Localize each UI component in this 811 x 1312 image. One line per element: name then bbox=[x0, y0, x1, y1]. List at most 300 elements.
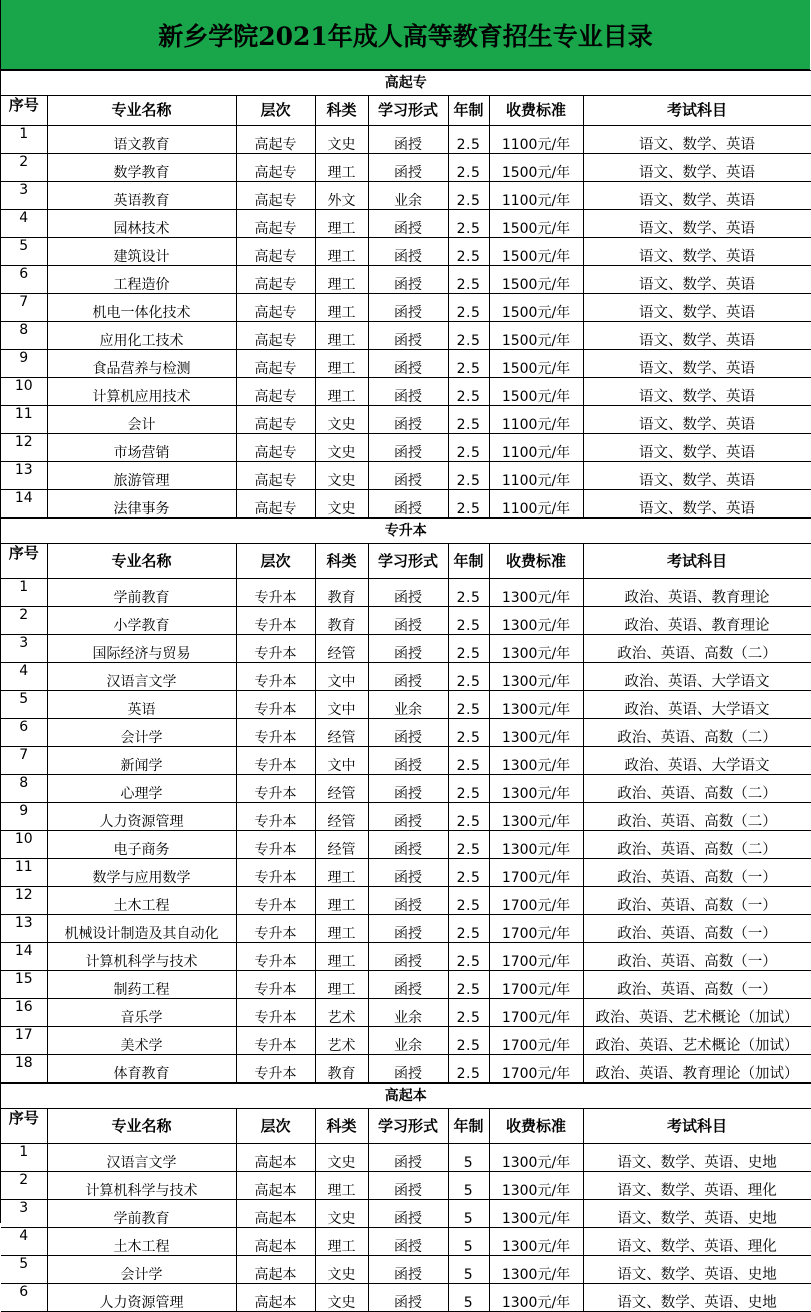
cell-years: 2.5 bbox=[448, 579, 489, 607]
table-row bbox=[1, 943, 811, 971]
table-row bbox=[1, 663, 811, 691]
cell-category: 艺术 bbox=[315, 999, 368, 1027]
table-row bbox=[1, 462, 811, 490]
table-row bbox=[1, 378, 811, 406]
cell-level: 专升本 bbox=[236, 719, 315, 747]
cell-study-mode: 函授 bbox=[368, 490, 448, 518]
cell-major: 土木工程 bbox=[47, 1228, 236, 1256]
cell-fee: 1500元/年 bbox=[489, 266, 583, 294]
cell-category: 经管 bbox=[315, 775, 368, 803]
cell-exam-subjects: 政治、英语、高数（一） bbox=[583, 915, 811, 943]
header-years: 年制 bbox=[448, 544, 489, 579]
cell-index: 7 bbox=[1, 294, 47, 322]
table-row bbox=[1, 607, 811, 635]
cell-fee: 1300元/年 bbox=[489, 775, 583, 803]
table-row bbox=[1, 154, 811, 182]
cell-years: 2.5 bbox=[448, 887, 489, 915]
header-level: 层次 bbox=[236, 544, 315, 579]
section-title: 高起专 bbox=[1, 71, 811, 96]
cell-level: 高起专 bbox=[236, 406, 315, 434]
cell-exam-subjects: 语文、数学、英语 bbox=[583, 238, 811, 266]
section-title: 专升本 bbox=[1, 519, 811, 544]
cell-years: 2.5 bbox=[448, 462, 489, 490]
header-exam-subjects: 考试科目 bbox=[583, 1109, 811, 1144]
cell-index: 9 bbox=[1, 350, 47, 378]
cell-fee: 1100元/年 bbox=[489, 406, 583, 434]
cell-study-mode: 函授 bbox=[368, 579, 448, 607]
cell-fee: 1700元/年 bbox=[489, 859, 583, 887]
cell-major: 计算机科学与技术 bbox=[47, 943, 236, 971]
table-row bbox=[1, 775, 811, 803]
cell-level: 专升本 bbox=[236, 1055, 315, 1083]
cell-exam-subjects: 语文、数学、英语 bbox=[583, 154, 811, 182]
cell-study-mode: 函授 bbox=[368, 210, 448, 238]
cell-major: 会计学 bbox=[47, 1256, 236, 1284]
cell-category: 外文 bbox=[315, 182, 368, 210]
cell-fee: 1500元/年 bbox=[489, 210, 583, 238]
cell-level: 高起专 bbox=[236, 154, 315, 182]
cell-years: 5 bbox=[448, 1256, 489, 1284]
cell-study-mode: 函授 bbox=[368, 663, 448, 691]
cell-fee: 1100元/年 bbox=[489, 182, 583, 210]
cell-fee: 1700元/年 bbox=[489, 1027, 583, 1055]
cell-fee: 1300元/年 bbox=[489, 803, 583, 831]
cell-index: 3 bbox=[1, 182, 47, 210]
cell-years: 2.5 bbox=[448, 943, 489, 971]
table-row bbox=[1, 490, 811, 518]
cell-exam-subjects: 语文、数学、英语、理化 bbox=[583, 1228, 811, 1256]
cell-level: 专升本 bbox=[236, 943, 315, 971]
catalog-tables bbox=[1, 70, 810, 1312]
cell-study-mode: 业余 bbox=[368, 182, 448, 210]
cell-exam-subjects: 语文、数学、英语 bbox=[583, 322, 811, 350]
cell-index: 4 bbox=[1, 663, 47, 691]
cell-fee: 1300元/年 bbox=[489, 1144, 583, 1172]
cell-exam-subjects: 语文、数学、英语 bbox=[583, 406, 811, 434]
cell-major: 新闻学 bbox=[47, 747, 236, 775]
cell-study-mode: 函授 bbox=[368, 719, 448, 747]
cell-study-mode: 函授 bbox=[368, 1256, 448, 1284]
table-row bbox=[1, 294, 811, 322]
cell-fee: 1300元/年 bbox=[489, 1200, 583, 1228]
table-row bbox=[1, 887, 811, 915]
cell-major: 音乐学 bbox=[47, 999, 236, 1027]
cell-index: 11 bbox=[1, 859, 47, 887]
cell-index: 12 bbox=[1, 434, 47, 462]
cell-study-mode: 函授 bbox=[368, 1144, 448, 1172]
cell-exam-subjects: 政治、英语、高数（二） bbox=[583, 803, 811, 831]
cell-category: 教育 bbox=[315, 607, 368, 635]
header-index: 序号 bbox=[1, 544, 47, 579]
cell-fee: 1500元/年 bbox=[489, 294, 583, 322]
cell-study-mode: 业余 bbox=[368, 691, 448, 719]
cell-index: 2 bbox=[1, 607, 47, 635]
cell-index: 12 bbox=[1, 887, 47, 915]
cell-study-mode: 函授 bbox=[368, 406, 448, 434]
cell-study-mode: 业余 bbox=[368, 1027, 448, 1055]
cell-years: 2.5 bbox=[448, 154, 489, 182]
cell-index: 3 bbox=[1, 1200, 47, 1228]
cell-level: 高起专 bbox=[236, 434, 315, 462]
cell-major: 计算机应用技术 bbox=[47, 378, 236, 406]
cell-major: 土木工程 bbox=[47, 887, 236, 915]
table-row bbox=[1, 859, 811, 887]
table-row bbox=[1, 803, 811, 831]
cell-index: 5 bbox=[1, 238, 47, 266]
cell-major: 语文教育 bbox=[47, 126, 236, 154]
cell-years: 5 bbox=[448, 1172, 489, 1200]
cell-category: 文史 bbox=[315, 434, 368, 462]
cell-years: 2.5 bbox=[448, 182, 489, 210]
cell-category: 理工 bbox=[315, 887, 368, 915]
cell-index: 7 bbox=[1, 747, 47, 775]
table-row bbox=[1, 406, 811, 434]
header-level: 层次 bbox=[236, 96, 315, 126]
cell-study-mode: 函授 bbox=[368, 831, 448, 859]
cell-level: 专升本 bbox=[236, 859, 315, 887]
cell-index: 8 bbox=[1, 775, 47, 803]
cell-exam-subjects: 语文、数学、英语、理化 bbox=[583, 1172, 811, 1200]
cell-major: 国际经济与贸易 bbox=[47, 635, 236, 663]
cell-level: 高起专 bbox=[236, 210, 315, 238]
table-row bbox=[1, 1172, 811, 1200]
cell-index: 6 bbox=[1, 719, 47, 747]
cell-index: 9 bbox=[1, 803, 47, 831]
cell-category: 理工 bbox=[315, 266, 368, 294]
header-fee: 收费标准 bbox=[489, 544, 583, 579]
cell-study-mode: 函授 bbox=[368, 971, 448, 999]
cell-category: 文史 bbox=[315, 462, 368, 490]
section-title-row bbox=[1, 71, 811, 96]
header-index: 序号 bbox=[1, 1109, 47, 1144]
table-row bbox=[1, 691, 811, 719]
cell-years: 2.5 bbox=[448, 1055, 489, 1083]
cell-years: 2.5 bbox=[448, 350, 489, 378]
cell-category: 理工 bbox=[315, 943, 368, 971]
table-row bbox=[1, 1200, 811, 1228]
title-bar bbox=[1, 0, 810, 70]
cell-study-mode: 函授 bbox=[368, 266, 448, 294]
cell-category: 文中 bbox=[315, 747, 368, 775]
cell-study-mode: 函授 bbox=[368, 1228, 448, 1256]
cell-index: 11 bbox=[1, 406, 47, 434]
cell-exam-subjects: 语文、数学、英语、史地 bbox=[583, 1200, 811, 1228]
table-row bbox=[1, 434, 811, 462]
cell-years: 5 bbox=[448, 1144, 489, 1172]
cell-study-mode: 函授 bbox=[368, 1055, 448, 1083]
cell-level: 高起本 bbox=[236, 1144, 315, 1172]
cell-category: 理工 bbox=[315, 971, 368, 999]
header-category: 科类 bbox=[315, 1109, 368, 1144]
cell-exam-subjects: 政治、英语、高数（二） bbox=[583, 775, 811, 803]
cell-exam-subjects: 政治、英语、大学语文 bbox=[583, 663, 811, 691]
cell-category: 理工 bbox=[315, 154, 368, 182]
cell-level: 高起专 bbox=[236, 294, 315, 322]
cell-major: 学前教育 bbox=[47, 579, 236, 607]
cell-index: 2 bbox=[1, 154, 47, 182]
cell-exam-subjects: 政治、英语、高数（一） bbox=[583, 971, 811, 999]
header-level: 层次 bbox=[236, 1109, 315, 1144]
cell-study-mode: 函授 bbox=[368, 238, 448, 266]
cell-fee: 1300元/年 bbox=[489, 691, 583, 719]
table-row bbox=[1, 238, 811, 266]
cell-exam-subjects: 政治、英语、高数（一） bbox=[583, 859, 811, 887]
cell-years: 2.5 bbox=[448, 971, 489, 999]
cell-fee: 1500元/年 bbox=[489, 378, 583, 406]
cell-fee: 1700元/年 bbox=[489, 915, 583, 943]
table-row bbox=[1, 579, 811, 607]
cell-major: 汉语言文学 bbox=[47, 1144, 236, 1172]
cell-fee: 1100元/年 bbox=[489, 490, 583, 518]
cell-fee: 1300元/年 bbox=[489, 719, 583, 747]
cell-level: 专升本 bbox=[236, 971, 315, 999]
table-row bbox=[1, 999, 811, 1027]
cell-fee: 1300元/年 bbox=[489, 831, 583, 859]
cell-major: 汉语言文学 bbox=[47, 663, 236, 691]
cell-major: 会计学 bbox=[47, 719, 236, 747]
cell-category: 经管 bbox=[315, 719, 368, 747]
section-table bbox=[1, 1083, 811, 1312]
cell-level: 专升本 bbox=[236, 663, 315, 691]
cell-exam-subjects: 政治、英语、高数（二） bbox=[583, 635, 811, 663]
cell-category: 理工 bbox=[315, 859, 368, 887]
cell-level: 专升本 bbox=[236, 887, 315, 915]
cell-years: 2.5 bbox=[448, 719, 489, 747]
cell-study-mode: 函授 bbox=[368, 1172, 448, 1200]
cell-exam-subjects: 政治、英语、大学语文 bbox=[583, 747, 811, 775]
cell-study-mode: 函授 bbox=[368, 126, 448, 154]
cell-index: 6 bbox=[1, 1284, 47, 1312]
cell-category: 经管 bbox=[315, 635, 368, 663]
cell-exam-subjects: 政治、英语、教育理论 bbox=[583, 579, 811, 607]
table-row bbox=[1, 747, 811, 775]
cell-index: 1 bbox=[1, 126, 47, 154]
cell-major: 数学与应用数学 bbox=[47, 859, 236, 887]
cell-major: 计算机科学与技术 bbox=[47, 1172, 236, 1200]
cell-years: 2.5 bbox=[448, 294, 489, 322]
cell-level: 高起专 bbox=[236, 126, 315, 154]
cell-exam-subjects: 语文、数学、英语 bbox=[583, 126, 811, 154]
cell-study-mode: 函授 bbox=[368, 859, 448, 887]
cell-category: 文史 bbox=[315, 1284, 368, 1312]
header-major: 专业名称 bbox=[47, 96, 236, 126]
cell-study-mode: 函授 bbox=[368, 294, 448, 322]
cell-exam-subjects: 政治、英语、高数（一） bbox=[583, 887, 811, 915]
cell-fee: 1700元/年 bbox=[489, 887, 583, 915]
cell-index: 2 bbox=[1, 1172, 47, 1200]
cell-major: 英语教育 bbox=[47, 182, 236, 210]
cell-index: 4 bbox=[1, 210, 47, 238]
cell-study-mode: 函授 bbox=[368, 434, 448, 462]
table-row bbox=[1, 1228, 811, 1256]
cell-category: 理工 bbox=[315, 915, 368, 943]
cell-index: 5 bbox=[1, 1256, 47, 1284]
cell-fee: 1500元/年 bbox=[489, 154, 583, 182]
cell-category: 经管 bbox=[315, 831, 368, 859]
cell-fee: 1300元/年 bbox=[489, 579, 583, 607]
cell-study-mode: 函授 bbox=[368, 1284, 448, 1312]
section-title-row bbox=[1, 1084, 811, 1109]
table-row bbox=[1, 126, 811, 154]
cell-level: 专升本 bbox=[236, 775, 315, 803]
header-study-mode: 学习形式 bbox=[368, 96, 448, 126]
cell-fee: 1100元/年 bbox=[489, 462, 583, 490]
cell-years: 2.5 bbox=[448, 999, 489, 1027]
header-row bbox=[1, 96, 811, 126]
cell-level: 专升本 bbox=[236, 691, 315, 719]
table-row bbox=[1, 1027, 811, 1055]
cell-major: 英语 bbox=[47, 691, 236, 719]
cell-exam-subjects: 语文、数学、英语 bbox=[583, 462, 811, 490]
cell-level: 专升本 bbox=[236, 747, 315, 775]
cell-study-mode: 函授 bbox=[368, 322, 448, 350]
cell-exam-subjects: 语文、数学、英语 bbox=[583, 182, 811, 210]
section-title: 高起本 bbox=[1, 1084, 811, 1109]
cell-major: 学前教育 bbox=[47, 1200, 236, 1228]
cell-years: 2.5 bbox=[448, 691, 489, 719]
cell-years: 2.5 bbox=[448, 434, 489, 462]
cell-category: 理工 bbox=[315, 210, 368, 238]
cell-level: 专升本 bbox=[236, 635, 315, 663]
cell-exam-subjects: 政治、英语、高数（一） bbox=[583, 943, 811, 971]
cell-major: 机械设计制造及其自动化 bbox=[47, 915, 236, 943]
cell-category: 艺术 bbox=[315, 1027, 368, 1055]
cell-study-mode: 函授 bbox=[368, 607, 448, 635]
cell-exam-subjects: 语文、数学、英语、史地 bbox=[583, 1144, 811, 1172]
table-row bbox=[1, 210, 811, 238]
cell-level: 专升本 bbox=[236, 999, 315, 1027]
cell-index: 13 bbox=[1, 462, 47, 490]
cell-category: 文史 bbox=[315, 1200, 368, 1228]
cell-level: 高起本 bbox=[236, 1256, 315, 1284]
cell-fee: 1700元/年 bbox=[489, 971, 583, 999]
cell-years: 2.5 bbox=[448, 238, 489, 266]
header-study-mode: 学习形式 bbox=[368, 1109, 448, 1144]
cell-level: 专升本 bbox=[236, 579, 315, 607]
cell-index: 6 bbox=[1, 266, 47, 294]
cell-years: 2.5 bbox=[448, 831, 489, 859]
cell-major: 旅游管理 bbox=[47, 462, 236, 490]
cell-index: 18 bbox=[1, 1055, 47, 1083]
cell-level: 高起专 bbox=[236, 266, 315, 294]
cell-exam-subjects: 语文、数学、英语 bbox=[583, 490, 811, 518]
cell-major: 市场营销 bbox=[47, 434, 236, 462]
cell-exam-subjects: 政治、英语、教育理论 bbox=[583, 607, 811, 635]
cell-years: 2.5 bbox=[448, 210, 489, 238]
cell-study-mode: 函授 bbox=[368, 943, 448, 971]
cell-study-mode: 函授 bbox=[368, 1200, 448, 1228]
cell-index: 17 bbox=[1, 1027, 47, 1055]
cell-exam-subjects: 语文、数学、英语 bbox=[583, 266, 811, 294]
cell-level: 高起本 bbox=[236, 1172, 315, 1200]
cell-years: 5 bbox=[448, 1284, 489, 1312]
cell-category: 经管 bbox=[315, 803, 368, 831]
cell-major: 应用化工技术 bbox=[47, 322, 236, 350]
cell-major: 机电一体化技术 bbox=[47, 294, 236, 322]
table-row bbox=[1, 350, 811, 378]
cell-study-mode: 函授 bbox=[368, 154, 448, 182]
cell-exam-subjects: 政治、英语、艺术概论（加试） bbox=[583, 999, 811, 1027]
cell-years: 2.5 bbox=[448, 775, 489, 803]
cell-fee: 1500元/年 bbox=[489, 350, 583, 378]
cell-fee: 1300元/年 bbox=[489, 663, 583, 691]
cell-level: 专升本 bbox=[236, 803, 315, 831]
cell-index: 13 bbox=[1, 915, 47, 943]
cell-category: 文史 bbox=[315, 406, 368, 434]
cell-exam-subjects: 政治、英语、高数（二） bbox=[583, 719, 811, 747]
cell-major: 食品营养与检测 bbox=[47, 350, 236, 378]
cell-category: 理工 bbox=[315, 1172, 368, 1200]
cell-category: 文史 bbox=[315, 1256, 368, 1284]
cell-fee: 1700元/年 bbox=[489, 1055, 583, 1083]
cell-years: 2.5 bbox=[448, 859, 489, 887]
cell-study-mode: 函授 bbox=[368, 378, 448, 406]
table-row bbox=[1, 266, 811, 294]
cell-index: 10 bbox=[1, 378, 47, 406]
cell-fee: 1300元/年 bbox=[489, 1172, 583, 1200]
cell-years: 2.5 bbox=[448, 635, 489, 663]
cell-fee: 1500元/年 bbox=[489, 322, 583, 350]
cell-major: 建筑设计 bbox=[47, 238, 236, 266]
cell-level: 专升本 bbox=[236, 607, 315, 635]
table-row bbox=[1, 1144, 811, 1172]
cell-index: 8 bbox=[1, 322, 47, 350]
cell-level: 高起专 bbox=[236, 378, 315, 406]
cell-level: 专升本 bbox=[236, 831, 315, 859]
cell-years: 2.5 bbox=[448, 915, 489, 943]
cell-major: 人力资源管理 bbox=[47, 1284, 236, 1312]
cell-index: 4 bbox=[1, 1228, 47, 1256]
cell-category: 理工 bbox=[315, 378, 368, 406]
cell-years: 5 bbox=[448, 1200, 489, 1228]
header-years: 年制 bbox=[448, 1109, 489, 1144]
cell-years: 2.5 bbox=[448, 1027, 489, 1055]
cell-index: 14 bbox=[1, 943, 47, 971]
cell-index: 1 bbox=[1, 1144, 47, 1172]
table-row bbox=[1, 1055, 811, 1083]
header-category: 科类 bbox=[315, 96, 368, 126]
cell-level: 高起专 bbox=[236, 350, 315, 378]
section-table bbox=[1, 518, 811, 1083]
cell-category: 文史 bbox=[315, 490, 368, 518]
table-row bbox=[1, 635, 811, 663]
cell-fee: 1100元/年 bbox=[489, 126, 583, 154]
cell-years: 2.5 bbox=[448, 406, 489, 434]
cell-category: 教育 bbox=[315, 579, 368, 607]
cell-fee: 1300元/年 bbox=[489, 747, 583, 775]
cell-exam-subjects: 政治、英语、教育理论（加试） bbox=[583, 1055, 811, 1083]
table-row bbox=[1, 971, 811, 999]
cell-level: 高起专 bbox=[236, 322, 315, 350]
cell-years: 2.5 bbox=[448, 266, 489, 294]
header-major: 专业名称 bbox=[47, 544, 236, 579]
header-row bbox=[1, 544, 811, 579]
cell-exam-subjects: 语文、数学、英语、史地 bbox=[583, 1256, 811, 1284]
cell-years: 5 bbox=[448, 1228, 489, 1256]
cell-major: 电子商务 bbox=[47, 831, 236, 859]
cell-index: 14 bbox=[1, 490, 47, 518]
cell-study-mode: 业余 bbox=[368, 999, 448, 1027]
cell-major: 体育教育 bbox=[47, 1055, 236, 1083]
cell-study-mode: 函授 bbox=[368, 803, 448, 831]
header-fee: 收费标准 bbox=[489, 1109, 583, 1144]
cell-study-mode: 函授 bbox=[368, 462, 448, 490]
cell-level: 高起本 bbox=[236, 1284, 315, 1312]
cell-major: 美术学 bbox=[47, 1027, 236, 1055]
cell-major: 会计 bbox=[47, 406, 236, 434]
header-years: 年制 bbox=[448, 96, 489, 126]
section-table bbox=[1, 70, 811, 518]
